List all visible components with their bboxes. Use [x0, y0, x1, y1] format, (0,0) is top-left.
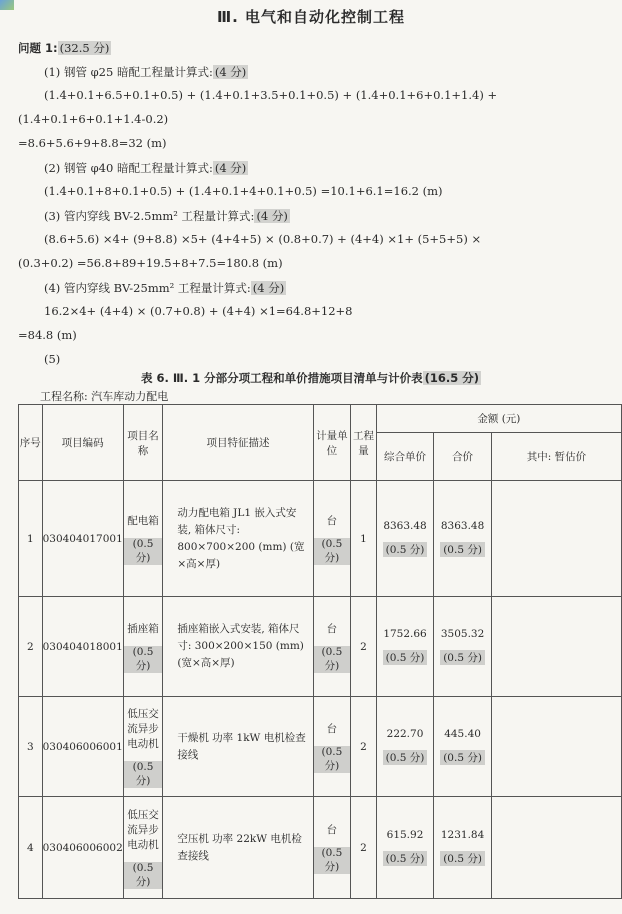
cell-unit [313, 481, 351, 597]
part-1-line-3: =8.6+5.6+9+8.8=32 (m) [18, 136, 167, 150]
cell-qty-text: 2 [360, 841, 367, 854]
cell-qty [351, 797, 377, 899]
bill-table [18, 404, 622, 899]
table-row [19, 797, 622, 899]
project-name: 工程名称: 汽车库动力配电 [40, 390, 169, 403]
table-row [19, 597, 622, 697]
cell-unit-price-text: 615.92 [386, 829, 424, 841]
cell-code-text: 030404018001 [42, 640, 123, 653]
cell-name-score: (0.5 分) [124, 538, 163, 565]
header-desc: 项目特征描述 [163, 405, 313, 481]
part-4-text: (4) 管内穿线 BV-25mm² 工程量计算式: [44, 281, 251, 295]
cell-name [123, 597, 163, 697]
header-code: 项目编码 [42, 405, 123, 481]
question-1-score: (32.5 分) [59, 41, 110, 55]
cell-unit-text: 台 [326, 722, 338, 735]
header-amount: 金额 (元) [376, 405, 621, 433]
cell-unit-text: 台 [326, 823, 338, 836]
cell-code-text: 030404017001 [42, 532, 123, 545]
cell-code-text: 030406006001 [42, 740, 123, 753]
cell-desc [163, 797, 313, 899]
cell-seq-text: 3 [26, 740, 34, 753]
cell-seq-text: 4 [26, 841, 34, 854]
table-body [19, 481, 622, 899]
cell-seq [19, 797, 43, 899]
cell-est [491, 697, 621, 797]
cell-qty-text: 2 [360, 740, 367, 753]
cell-unit-price-text: 1752.66 [383, 628, 427, 640]
cell-name [123, 481, 163, 597]
header-name: 项目名称 [123, 405, 163, 481]
part-4-score: (4 分) [252, 281, 285, 295]
cell-unit-price-score: (0.5 分) [383, 851, 428, 866]
cell-est [491, 481, 621, 597]
cell-unit-price-text: 8363.48 [383, 520, 427, 532]
cell-name-score: (0.5 分) [124, 761, 163, 788]
cell-seq [19, 597, 43, 697]
cell-seq-text: 1 [26, 532, 34, 545]
cell-desc-text: 动力配电箱 JL1 嵌入式安装, 箱体尺寸: 800×700×200 (mm) (宽×高×厚) [177, 506, 305, 570]
header-row-1 [19, 405, 622, 433]
table-caption-score: (16.5 分) [424, 371, 479, 385]
cell-unit-text: 台 [326, 514, 338, 527]
part-1-line-1: (1.4+0.1+6.5+0.1+0.5) + (1.4+0.1+3.5+0.1+0.5) + (1.4+0.1+6+0.1+1.4) + [44, 88, 498, 102]
header-unit: 计量单位 [313, 405, 351, 481]
cell-unit-price [376, 481, 434, 597]
cell-total [434, 481, 492, 597]
cell-unit-price-score: (0.5 分) [383, 750, 428, 765]
cell-total-text: 445.40 [444, 728, 481, 740]
question-1-label: 问题 1: [18, 41, 58, 55]
part-1-line-2: (1.4+0.1+6+0.1+1.4-0.2) [18, 112, 169, 126]
cell-code [42, 797, 123, 899]
part-4-line-2: =84.8 (m) [18, 328, 77, 342]
part-2-line-1: (1.4+0.1+8+0.1+0.5) + (1.4+0.1+4+0.1+0.5) =10.1+6.1=16.2 (m) [44, 184, 443, 198]
cell-total-score: (0.5 分) [440, 650, 485, 665]
cell-desc-text: 干燥机 功率 1kW 电机检查接线 [177, 731, 306, 761]
cell-name-text: 低压交流异步电动机 [127, 808, 159, 851]
cell-qty [351, 481, 377, 597]
part-5-heading: (5) [44, 352, 61, 366]
cell-total [434, 797, 492, 899]
cell-name-score: (0.5 分) [124, 862, 163, 889]
cell-unit-score: (0.5 分) [314, 847, 351, 874]
question-1-heading [18, 40, 111, 56]
cell-total-text: 1231.84 [440, 829, 485, 841]
table-caption [0, 370, 622, 386]
cell-total-score: (0.5 分) [440, 542, 485, 557]
section-title: Ⅲ. 电气和自动化控制工程 [216, 8, 406, 26]
cell-total-score: (0.5 分) [440, 750, 485, 765]
part-3-line-2: (0.3+0.2) =56.8+89+19.5+8+7.5=180.8 (m) [18, 256, 283, 270]
cell-unit-price-score: (0.5 分) [383, 650, 428, 665]
cell-total [434, 697, 492, 797]
header-unit-price: 综合单价 [376, 433, 434, 481]
cell-seq-text: 2 [26, 640, 34, 653]
cell-qty-text: 2 [360, 640, 367, 653]
cell-unit-price [376, 797, 434, 899]
part-1-text: (1) 钢管 φ25 暗配工程量计算式: [44, 65, 213, 79]
part-2-score: (4 分) [214, 161, 247, 175]
header-seq: 序号 [19, 405, 43, 481]
cell-unit-price-score: (0.5 分) [383, 542, 428, 557]
cell-desc-text: 空压机 功率 22kW 电机检查接线 [177, 832, 302, 862]
header-qty: 工程量 [351, 405, 377, 481]
cell-desc [163, 597, 313, 697]
part-3-text: (3) 管内穿线 BV-2.5mm² 工程量计算式: [44, 209, 255, 223]
header-est: 其中: 暂估价 [491, 433, 621, 481]
cell-total [434, 597, 492, 697]
cell-name-text: 低压交流异步电动机 [127, 707, 159, 750]
cell-desc [163, 481, 313, 597]
part-2-heading [44, 160, 248, 176]
cell-unit-price-text: 222.70 [386, 728, 424, 740]
cell-unit-score: (0.5 分) [314, 646, 351, 673]
cell-unit-price [376, 697, 434, 797]
cell-unit-text: 台 [326, 622, 338, 635]
part-3-score: (4 分) [256, 209, 288, 223]
cell-est [491, 797, 621, 899]
table-row [19, 481, 622, 597]
cell-total-text: 8363.48 [440, 520, 485, 532]
cell-desc [163, 697, 313, 797]
cell-name [123, 697, 163, 797]
cell-est [491, 597, 621, 697]
part-2-text: (2) 钢管 φ40 暗配工程量计算式: [44, 161, 213, 175]
header-total: 合价 [434, 433, 492, 481]
part-4-line-1: 16.2×4+ (4+4) × (0.7+0.8) + (4+4) ×1=64.8+12+8 [44, 304, 353, 318]
cell-code [42, 697, 123, 797]
cell-unit-score: (0.5 分) [314, 538, 351, 565]
part-4-heading [44, 280, 286, 296]
cell-unit-price [376, 597, 434, 697]
part-3-heading [44, 208, 290, 224]
cell-qty [351, 597, 377, 697]
cell-total-text: 3505.32 [440, 628, 485, 640]
part-3-line-1: (8.6+5.6) ×4+ (9+8.8) ×5+ (4+4+5) × (0.8+0.7) + (4+4) ×1+ (5+5+5) × [44, 232, 482, 246]
cell-name-text: 配电箱 [127, 514, 159, 527]
cell-qty-text: 1 [360, 532, 367, 545]
cell-code [42, 597, 123, 697]
table-row [19, 697, 622, 797]
cell-name-score: (0.5 分) [124, 646, 163, 673]
cell-name [123, 797, 163, 899]
cell-unit-score: (0.5 分) [314, 746, 351, 773]
cell-name-text: 插座箱 [127, 622, 159, 635]
table-caption-text: 表 6. Ⅲ. 1 分部分项工程和单价措施项目清单与计价表 [140, 371, 423, 385]
cell-desc-text: 插座箱嵌入式安装, 箱体尺寸: 300×200×150 (mm) (宽×高×厚) [177, 623, 304, 669]
cell-total-score: (0.5 分) [440, 851, 485, 866]
cell-code-text: 030406006002 [42, 841, 123, 854]
cell-unit [313, 597, 351, 697]
cell-unit [313, 697, 351, 797]
part-1-heading [44, 64, 248, 80]
cell-seq [19, 481, 43, 597]
cell-seq [19, 697, 43, 797]
part-1-score: (4 分) [214, 65, 247, 79]
cell-qty [351, 697, 377, 797]
cell-code [42, 481, 123, 597]
cell-unit [313, 797, 351, 899]
